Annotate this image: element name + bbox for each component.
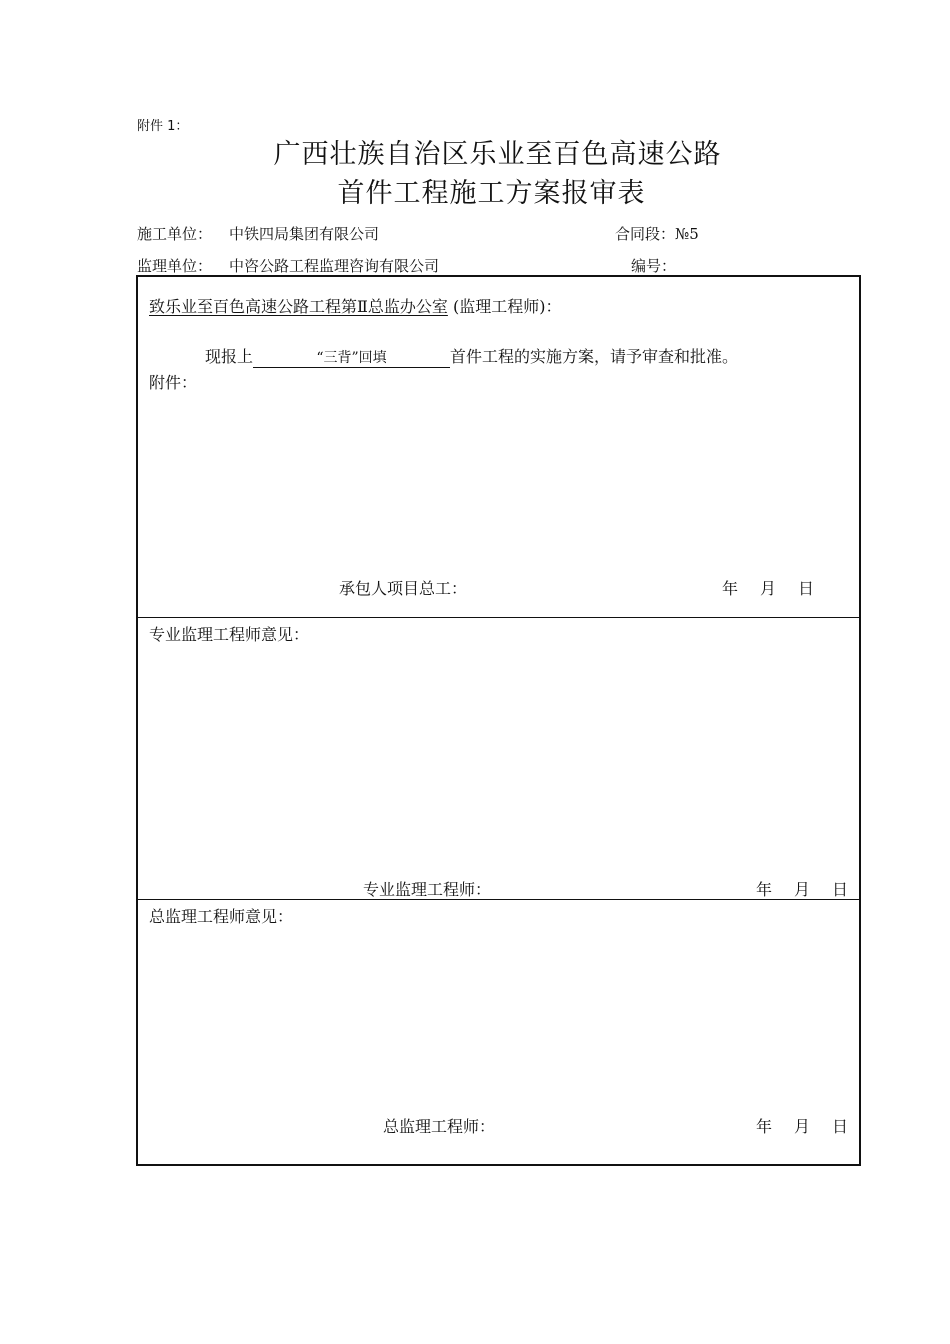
specialist-engineer-label: 专业监理工程师：	[363, 880, 492, 899]
month-label: 月	[794, 1117, 811, 1136]
attachment-label: 附件 1：	[137, 119, 189, 134]
report-line	[205, 344, 738, 368]
chief-opinion-label: 总监理工程师意见：	[149, 907, 294, 926]
month-label: 月	[794, 880, 811, 899]
contractor-engineer-label: 承包人项目总工：	[339, 579, 468, 598]
supervisor-row	[137, 255, 439, 276]
specialist-date	[756, 877, 870, 900]
document-title-line1: 广西壮族自治区乐业至百色高速公路	[273, 139, 722, 170]
chief-engineer-section	[138, 900, 859, 1164]
day-label: 日	[832, 1117, 849, 1136]
report-item-field[interactable]: “三背”回填	[253, 349, 450, 368]
year-label: 年	[722, 579, 739, 598]
attachments-label: 附件：	[149, 373, 198, 392]
addressee: 致乐业至百色高速公路工程第Ⅱ总监办公室	[149, 297, 448, 316]
contract-section-row	[615, 223, 699, 244]
day-label: 日	[832, 880, 849, 899]
report-suffix: 首件工程的实施方案，请予审查和批准。	[450, 347, 739, 366]
year-label: 年	[756, 1117, 773, 1136]
supervisor-label: 监理单位：	[137, 257, 213, 275]
contractor-row	[137, 223, 379, 244]
contract-section-value: №5	[675, 225, 699, 243]
contract-section-label: 合同段：	[615, 225, 676, 243]
addressee-suffix: (监理工程师)：	[452, 297, 562, 316]
contractor-date	[722, 576, 836, 599]
specialist-engineer-section	[138, 618, 859, 900]
contractor-submission-section	[138, 277, 859, 618]
year-label: 年	[756, 880, 773, 899]
supervisor-value: 中咨公路工程监理咨询有限公司	[229, 257, 440, 275]
contractor-value: 中铁四局集团有限公司	[229, 225, 380, 243]
chief-date	[756, 1114, 870, 1137]
chief-engineer-label: 总监理工程师：	[383, 1117, 496, 1136]
document-title-line2: 首件工程施工方案报审表	[337, 178, 646, 209]
month-label: 月	[760, 579, 777, 598]
serial-label: 编号：	[631, 257, 677, 275]
day-label: 日	[798, 579, 815, 598]
contractor-label: 施工单位：	[137, 225, 213, 243]
specialist-opinion-label: 专业监理工程师意见：	[149, 625, 310, 644]
review-form	[136, 275, 861, 1166]
addressee-line	[149, 294, 561, 317]
report-prefix: 现报上	[205, 347, 254, 366]
